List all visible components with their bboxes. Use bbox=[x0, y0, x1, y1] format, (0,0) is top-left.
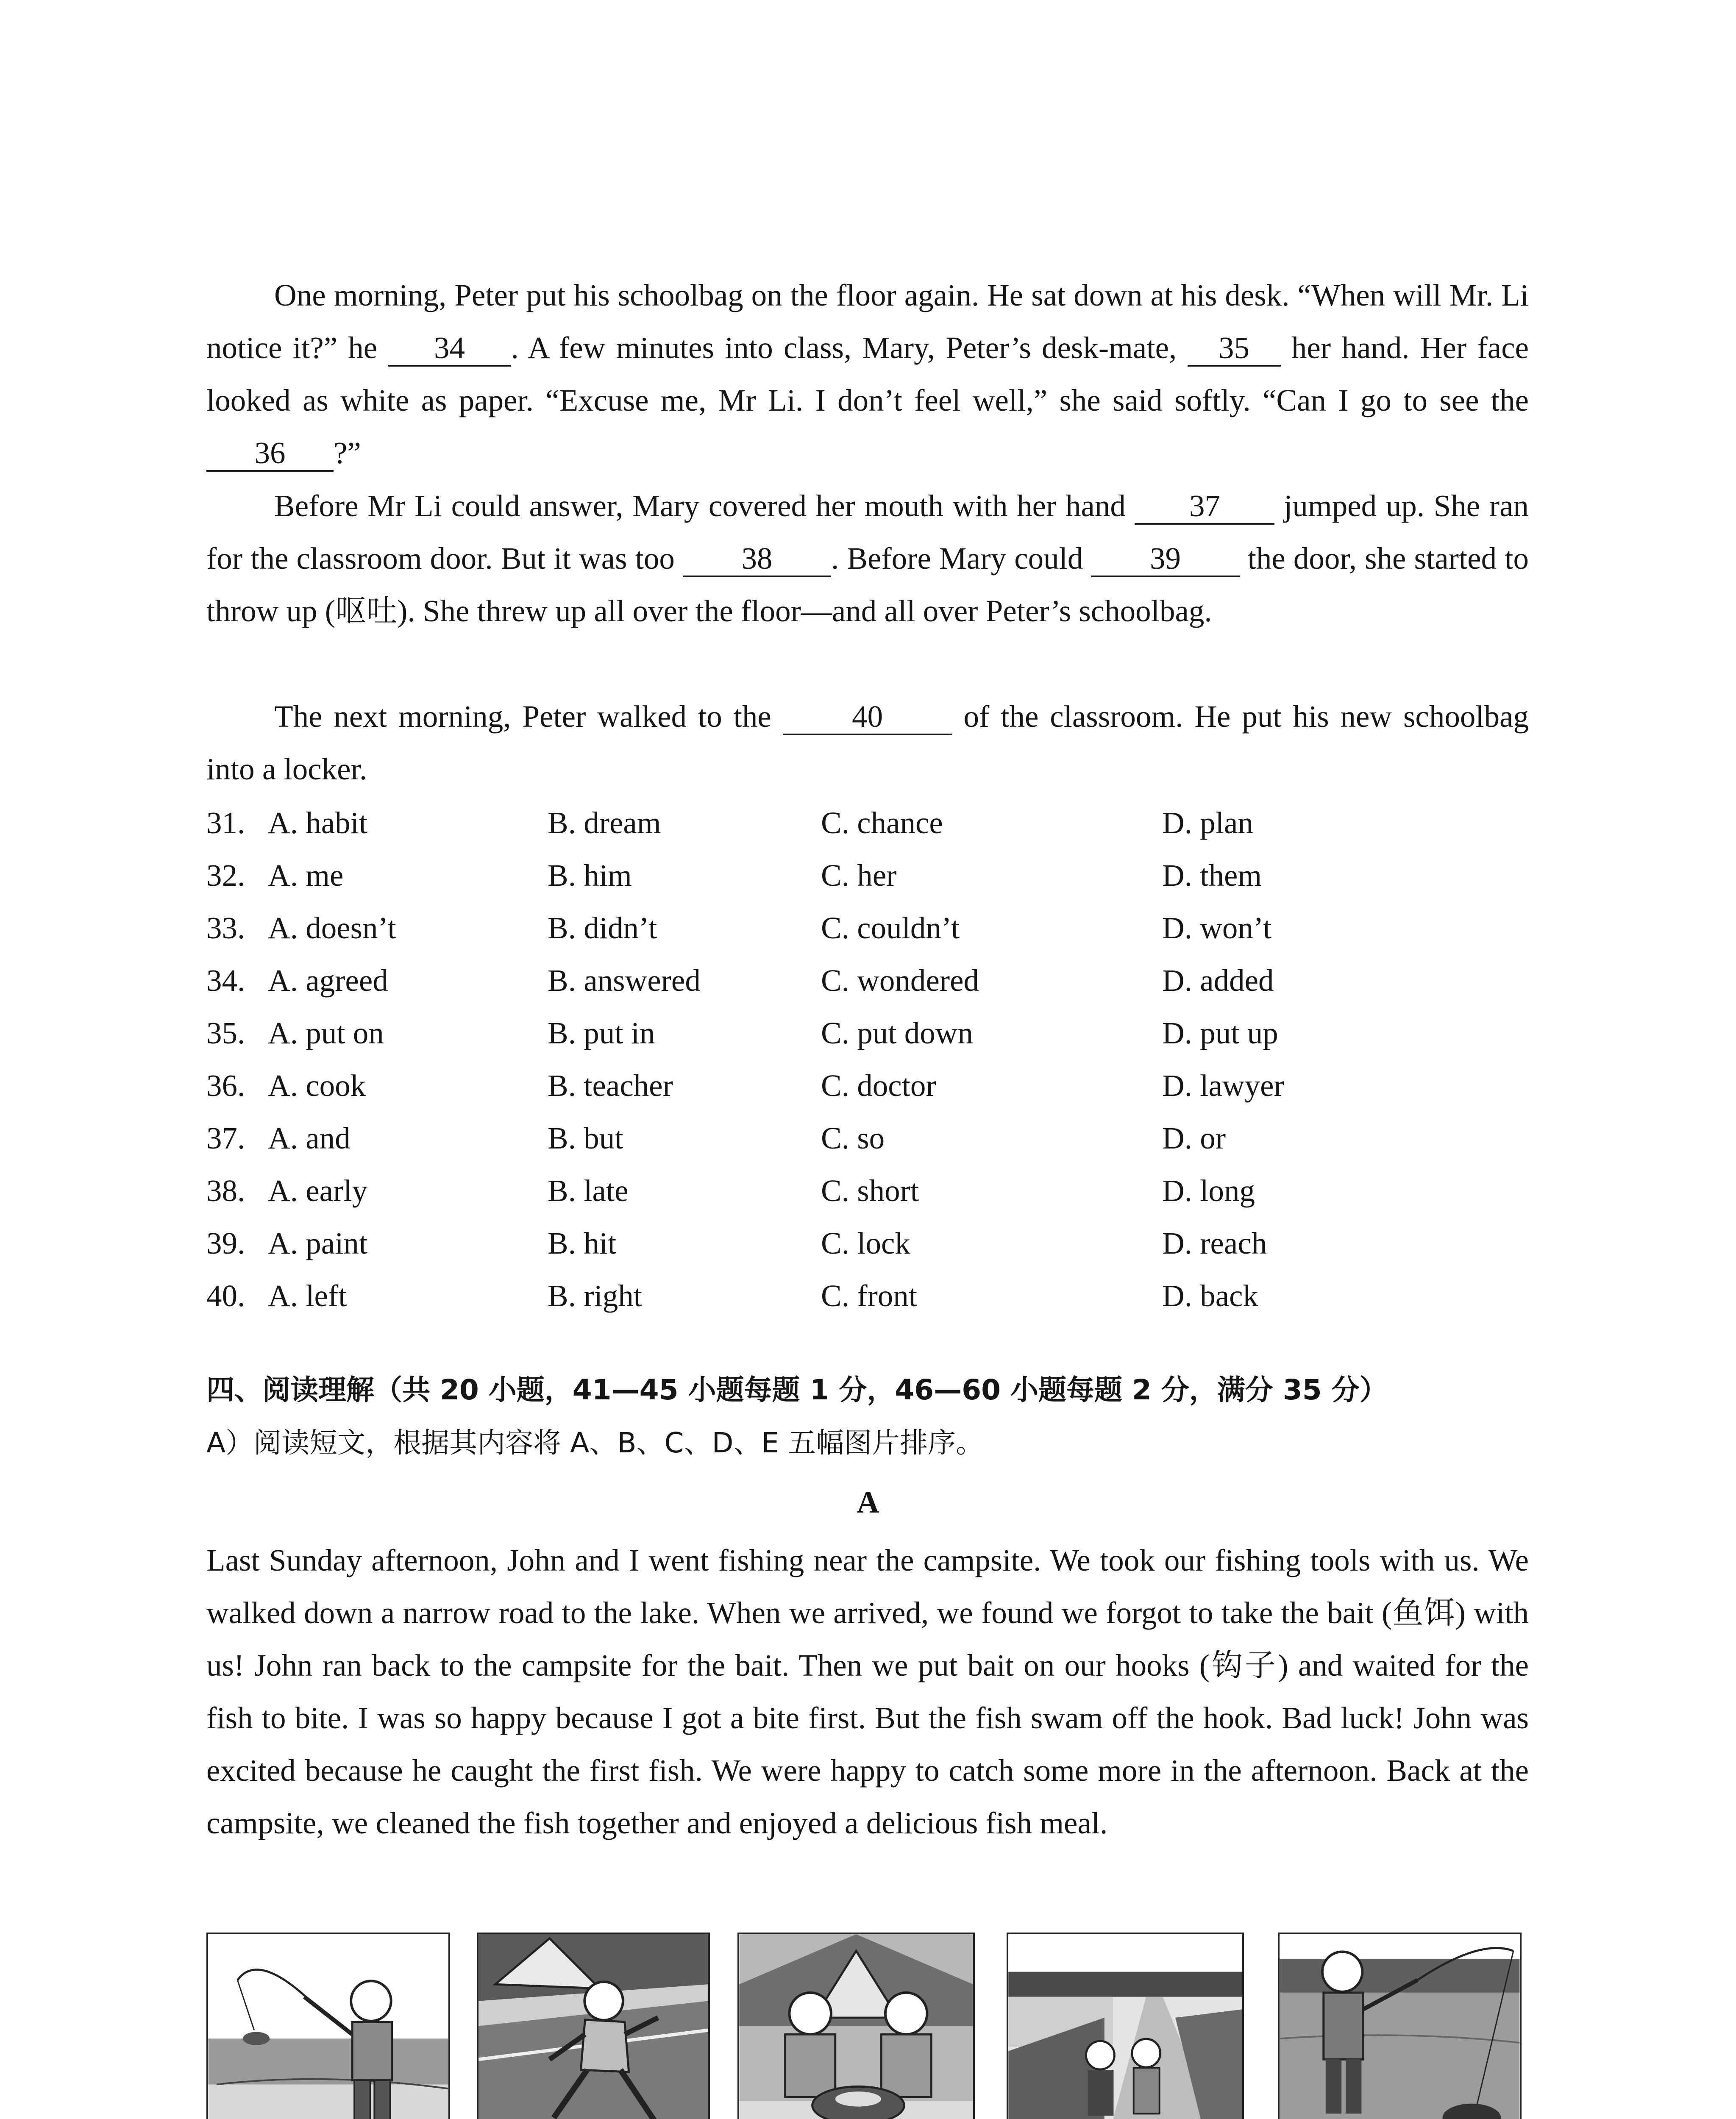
cloze-text: . Before Mary could bbox=[831, 541, 1091, 576]
cloze-blank-38[interactable]: 38 bbox=[683, 542, 831, 577]
option-a[interactable]: A. habit bbox=[268, 806, 368, 840]
question-number: 39. bbox=[206, 1226, 245, 1260]
cloze-text: ?” bbox=[334, 436, 361, 470]
cloze-text: her hand. Her face looked as white as paper. “Excuse me, Mr Li. I don’t feel well,” she said softly. “Can I go to see the bbox=[206, 331, 1529, 417]
option-c[interactable]: C. chance bbox=[821, 806, 943, 840]
option-a[interactable]: A. paint bbox=[268, 1226, 368, 1260]
cloze-blank-37[interactable]: 37 bbox=[1135, 489, 1274, 525]
option-d[interactable]: D. back bbox=[1162, 1279, 1259, 1313]
option-d[interactable]: D. them bbox=[1162, 858, 1262, 893]
option-b[interactable]: B. but bbox=[548, 1121, 623, 1155]
cloze-text: the door, she started to throw up (呕吐). She threw up all over the floor—and all over Peter’s schoolbag. bbox=[206, 541, 1529, 628]
option-c[interactable]: C. doctor bbox=[821, 1068, 936, 1103]
question-number: 37. bbox=[206, 1121, 245, 1155]
question-number: 31. bbox=[206, 806, 245, 840]
question-number: 40. bbox=[206, 1279, 245, 1313]
option-b[interactable]: B. right bbox=[548, 1279, 643, 1313]
question-number: 33. bbox=[206, 911, 245, 945]
option-c[interactable]: C. short bbox=[821, 1174, 919, 1208]
question-number: 38. bbox=[206, 1174, 245, 1208]
option-b[interactable]: B. late bbox=[548, 1174, 629, 1208]
cloze-paragraph-1 bbox=[206, 269, 1529, 479]
option-b[interactable]: B. answered bbox=[548, 963, 701, 998]
cloze-paragraph-2 bbox=[206, 480, 1529, 637]
option-b[interactable]: B. put in bbox=[548, 1016, 655, 1050]
option-d[interactable]: D. or bbox=[1162, 1121, 1226, 1155]
cloze-blank-40[interactable]: 40 bbox=[783, 700, 952, 735]
cloze-paragraph-3 bbox=[206, 690, 1529, 795]
option-d[interactable]: D. reach bbox=[1162, 1226, 1267, 1260]
question-number: 36. bbox=[206, 1068, 245, 1103]
reading-passage-a: Last Sunday afternoon, John and I went fishing near the campsite. We took our fishing tools with us. We walked down a narrow road to the lake. When we arrived, we found we forgot to take the bait (鱼饵) with us! John ran back to the campsite for the bait. Then we put bait on our hooks (钩子) and waited for the fish to bite. I was so happy because I got a bite first. But the fish swam off the hook. Bad luck! John was excited because he caught the first fish. We were happy to catch some more in the afternoon. Back at the campsite, we cleaned the fish together and enjoyed a delicious fish meal. bbox=[206, 1543, 1529, 1840]
cloze-text: . A few minutes into class, Mary, Peter’s desk-mate, bbox=[511, 331, 1188, 365]
option-d[interactable]: D. plan bbox=[1162, 806, 1253, 840]
question-number: 35. bbox=[206, 1016, 245, 1050]
cloze-text: of the classroom. He put his new schoolbag into a locker. bbox=[206, 699, 1529, 786]
option-d[interactable]: D. long bbox=[1162, 1174, 1255, 1208]
option-b[interactable]: B. didn’t bbox=[548, 911, 657, 945]
section-title: 四、阅读理解（共 20 小题，41—45 小题每题 1 分，46—60 小题每题 2 分，满分 35 分） bbox=[206, 1374, 1388, 1406]
boys-walking-road-icon bbox=[1007, 1933, 1244, 2119]
option-a[interactable]: A. left bbox=[268, 1279, 347, 1313]
option-a[interactable]: A. and bbox=[268, 1121, 351, 1155]
boy-running-icon bbox=[477, 1933, 710, 2119]
cloze-text: The next morning, Peter walked to the bbox=[274, 699, 783, 734]
option-c[interactable]: C. couldn’t bbox=[821, 911, 960, 945]
option-d[interactable]: D. lawyer bbox=[1162, 1068, 1284, 1103]
option-c[interactable]: C. her bbox=[821, 858, 897, 893]
cloze-blank-39[interactable]: 39 bbox=[1091, 542, 1240, 577]
boys-cleaning-fish-icon bbox=[737, 1933, 975, 2119]
option-b[interactable]: B. hit bbox=[548, 1226, 617, 1260]
section-instruction: A）阅读短文，根据其内容将 A、B、C、D、E 五幅图片排序。 bbox=[206, 1427, 984, 1459]
question-number: 32. bbox=[206, 858, 245, 893]
option-c[interactable]: C. front bbox=[821, 1279, 918, 1313]
option-a[interactable]: A. me bbox=[268, 858, 344, 893]
boy-catching-fish-icon bbox=[1278, 1933, 1522, 2119]
option-b[interactable]: B. him bbox=[548, 858, 632, 893]
option-c[interactable]: C. so bbox=[821, 1121, 885, 1155]
option-d[interactable]: D. won’t bbox=[1162, 911, 1272, 945]
option-a[interactable]: A. agreed bbox=[268, 963, 388, 998]
cloze-text: jumped up. She ran for the classroom door. But it was too bbox=[206, 489, 1529, 576]
passage-letter: A bbox=[857, 1485, 879, 1519]
cloze-blank-34[interactable]: 34 bbox=[388, 331, 511, 367]
option-a[interactable]: A. cook bbox=[268, 1068, 366, 1103]
question-number: 34. bbox=[206, 963, 245, 998]
cloze-text: One morning, Peter put his schoolbag on the floor again. He sat down at his desk. “When will Mr. Li notice it?” he bbox=[206, 278, 1529, 365]
option-b[interactable]: B. teacher bbox=[548, 1068, 673, 1103]
option-a[interactable]: A. put on bbox=[268, 1016, 384, 1050]
option-c[interactable]: C. put down bbox=[821, 1016, 973, 1050]
option-a[interactable]: A. doesn’t bbox=[268, 911, 396, 945]
option-d[interactable]: D. added bbox=[1162, 963, 1274, 998]
cloze-blank-35[interactable]: 35 bbox=[1188, 331, 1281, 367]
option-a[interactable]: A. early bbox=[268, 1174, 368, 1208]
option-b[interactable]: B. dream bbox=[548, 806, 661, 840]
boy-fishing-icon bbox=[206, 1933, 450, 2119]
option-c[interactable]: C. wondered bbox=[821, 963, 979, 998]
cloze-text: Before Mr Li could answer, Mary covered her mouth with her hand bbox=[274, 489, 1135, 523]
cloze-blank-36[interactable]: 36 bbox=[206, 436, 334, 472]
option-d[interactable]: D. put up bbox=[1162, 1016, 1278, 1050]
option-c[interactable]: C. lock bbox=[821, 1226, 910, 1260]
